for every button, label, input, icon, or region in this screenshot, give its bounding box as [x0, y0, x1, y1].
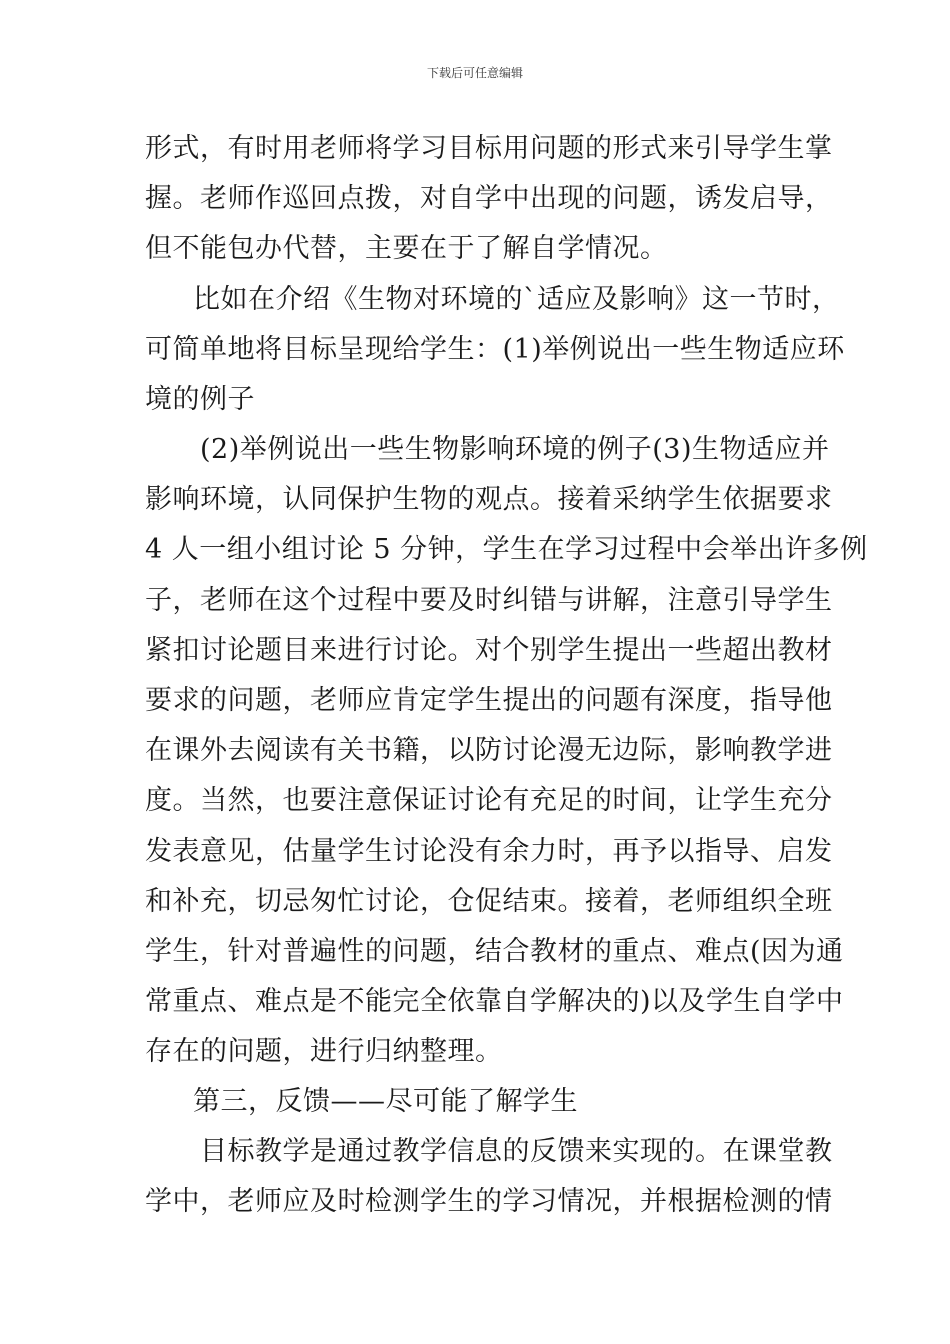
page-header: 下载后可任意编辑	[426, 66, 523, 80]
text-line: 目标教学是通过教学信息的反馈来实现的。在课堂教	[200, 1136, 833, 1167]
text-line: 紧扣讨论题目来进行讨论。对个别学生提出一些超出教材	[145, 635, 833, 666]
text-line: 常重点、难点是不能完全依靠自学解决的)以及学生自学中	[145, 986, 844, 1017]
text-line: 学生，针对普遍性的问题，结合教材的重点、难点(因为通	[145, 936, 844, 967]
section-heading: 第三，反馈——尽可能了解学生	[193, 1086, 578, 1117]
text-line: (2)举例说出一些生物影响环境的例子(3)生物适应并	[200, 434, 830, 465]
text-line: 但不能包办代替，主要在于了解自学情况。	[145, 233, 668, 264]
text-line: 度。当然，也要注意保证讨论有充足的时间，让学生充分	[145, 785, 833, 816]
text-line: 发表意见，估量学生讨论没有余力时，再予以指导、启发	[145, 836, 833, 867]
text-line: 比如在介绍《生物对环境的`适应及影响》这一节时，	[193, 284, 840, 315]
text-line: 学中，老师应及时检测学生的学习情况，并根据检测的情	[145, 1186, 833, 1217]
text-line: 和补充，切忌匆忙讨论，仓促结束。接着，老师组织全班	[145, 886, 833, 917]
text-line: 要求的问题，老师应肯定学生提出的问题有深度，指导他	[145, 685, 833, 716]
text-line: 4 人一组小组讨论 5 分钟，学生在学习过程中会举出许多例	[145, 534, 868, 565]
text-line: 子，老师在这个过程中要及时纠错与讲解，注意引导学生	[145, 585, 833, 616]
text-line: 在课外去阅读有关书籍，以防讨论漫无边际，影响教学进	[145, 735, 833, 766]
text-line: 存在的问题，进行归纳整理。	[145, 1036, 503, 1067]
text-line: 握。老师作巡回点拨，对自学中出现的问题，诱发启导，	[145, 183, 833, 214]
text-line: 形式，有时用老师将学习目标用问题的形式来引导学生掌	[145, 133, 833, 164]
text-line: 境的例子	[145, 384, 255, 415]
text-line: 可简单地将目标呈现给学生：(1)举例说出一些生物适应环	[145, 334, 845, 365]
text-line: 影响环境，认同保护生物的观点。接着采纳学生依据要求	[145, 484, 833, 515]
